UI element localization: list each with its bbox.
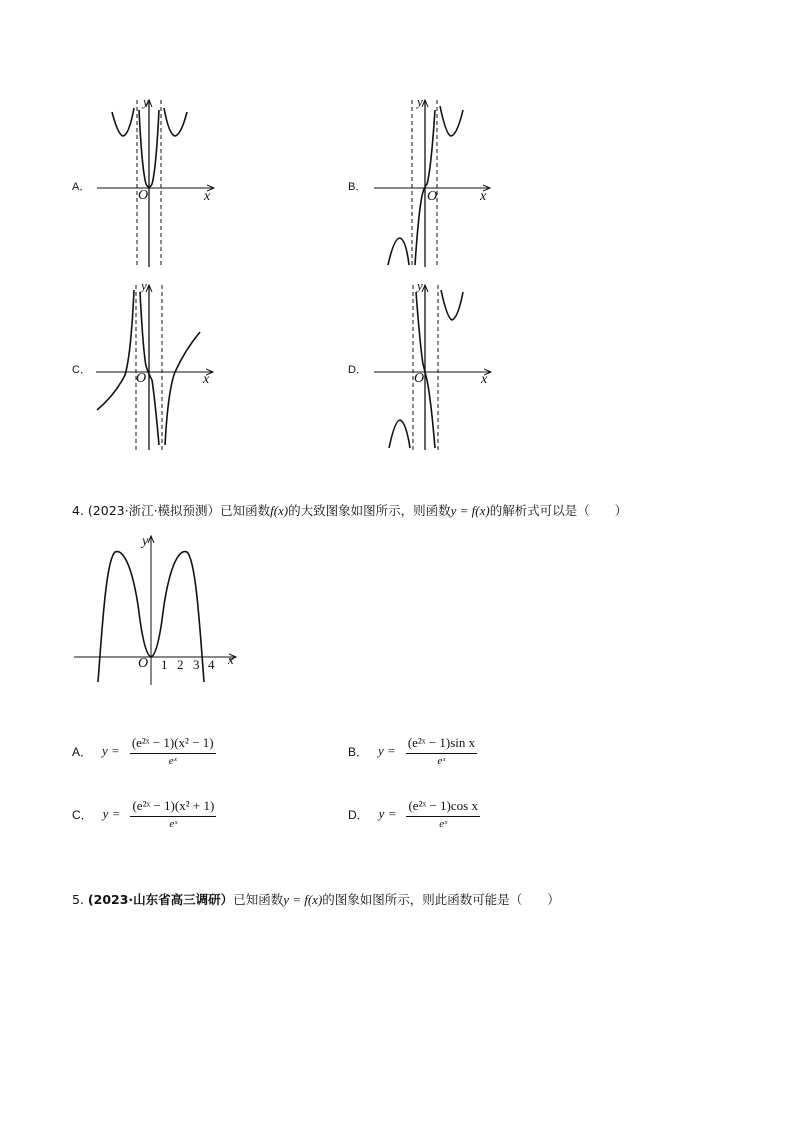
graph-c bbox=[96, 285, 213, 450]
curve bbox=[441, 290, 463, 320]
q5-text-a: 已知函数 bbox=[233, 892, 284, 907]
q4-graph-x-label: x bbox=[228, 652, 234, 667]
q4-option-a-fraction bbox=[130, 735, 216, 767]
curve bbox=[112, 108, 134, 136]
graph-d-x-label: x bbox=[481, 372, 488, 387]
graph-d-y-label: y bbox=[417, 278, 423, 293]
q4-option-d-lhs: y = bbox=[378, 806, 397, 821]
curve bbox=[389, 420, 410, 448]
q3-option-c-letter: C． bbox=[72, 364, 91, 376]
curve bbox=[97, 290, 134, 410]
graph-d-origin: O bbox=[414, 371, 425, 386]
graph-c-y-label: y bbox=[141, 278, 147, 293]
q4-option-c-fraction bbox=[130, 798, 216, 830]
graph-b bbox=[374, 100, 490, 267]
q4-option-c-numerator: (e²ˣ − 1)(x² + 1) bbox=[130, 798, 216, 817]
q4-option-b-denominator: eˣ bbox=[437, 755, 446, 767]
q4-text-b: 的大致图象如图所示，则函数 bbox=[288, 503, 451, 518]
q4-option-c[interactable] bbox=[72, 798, 216, 830]
q4-option-c-denominator: eˣ bbox=[169, 818, 178, 830]
q4-stem bbox=[72, 501, 627, 519]
graph-d bbox=[374, 285, 491, 450]
q4-option-c-letter: C． bbox=[72, 807, 93, 822]
q4-text-a: 已知函数 bbox=[220, 503, 271, 518]
q4-option-d-numerator: (e²ˣ − 1)cos x bbox=[406, 798, 480, 817]
q4-number: 4. bbox=[72, 503, 84, 518]
q5-number: 5. bbox=[72, 892, 84, 907]
q4-option-d-letter: D． bbox=[348, 807, 369, 822]
q5-func-eq: y = f(x) bbox=[283, 892, 323, 907]
q3-option-d-letter: D． bbox=[348, 364, 367, 376]
q4-option-c-lhs: y = bbox=[102, 806, 121, 821]
q4-tick-4: 4 bbox=[208, 657, 215, 672]
graph-b-y-label: y bbox=[417, 94, 423, 109]
q4-option-d-fraction bbox=[406, 798, 480, 830]
curve bbox=[388, 238, 409, 265]
q3-option-a-letter: A． bbox=[72, 181, 91, 193]
curve bbox=[440, 106, 463, 136]
graph-b-origin: O bbox=[427, 189, 438, 204]
q4-option-d-denominator: eˣ bbox=[439, 818, 448, 830]
curve bbox=[165, 332, 200, 445]
graph-b-x-label: x bbox=[480, 189, 487, 204]
q4-graph-origin: O bbox=[138, 656, 149, 671]
graph-a-origin: O bbox=[138, 188, 149, 203]
graph-c-origin: O bbox=[136, 371, 147, 386]
q4-option-b-numerator: (e²ˣ − 1)sin x bbox=[406, 735, 477, 754]
graph-c-x-label: x bbox=[203, 372, 210, 387]
q4-graph-y-label: y bbox=[142, 534, 149, 549]
q4-option-a-denominator: eˣ bbox=[168, 755, 177, 767]
q4-option-a-letter: A． bbox=[72, 744, 93, 759]
q5-source: (2023·山东省高三调研） bbox=[87, 892, 234, 907]
q4-graph bbox=[60, 530, 250, 690]
q4-text-c: 的解析式可以是（ ） bbox=[489, 503, 628, 518]
q5-text-b: 的图象如图所示，则此函数可能是（ ） bbox=[322, 892, 560, 907]
q4-tick-3: 3 bbox=[193, 657, 200, 672]
q4-option-a-numerator: (e²ˣ − 1)(x² − 1) bbox=[130, 735, 216, 754]
q4-source: (2023·浙江·模拟预测） bbox=[87, 503, 221, 518]
q5-stem bbox=[72, 890, 560, 908]
q4-option-a-lhs: y = bbox=[102, 743, 120, 758]
q3-option-b-letter: B． bbox=[348, 181, 367, 193]
curve bbox=[164, 108, 187, 136]
q4-option-d[interactable] bbox=[348, 798, 480, 830]
graph-a-y-label: y bbox=[143, 94, 149, 109]
q4-option-a[interactable] bbox=[72, 735, 216, 767]
q4-func-eq: y = f(x) bbox=[450, 503, 490, 518]
graph-a bbox=[97, 100, 214, 267]
q4-func: f(x) bbox=[270, 503, 289, 518]
q4-option-b-letter: B． bbox=[348, 744, 369, 759]
q4-tick-2: 2 bbox=[177, 657, 184, 672]
q4-option-b-lhs: y = bbox=[378, 743, 396, 758]
q4-option-b-fraction bbox=[406, 735, 477, 767]
q3-graphs bbox=[0, 0, 794, 470]
q4-tick-1: 1 bbox=[161, 657, 168, 672]
graph-a-x-label: x bbox=[204, 189, 211, 204]
q4-option-b[interactable] bbox=[348, 735, 477, 767]
